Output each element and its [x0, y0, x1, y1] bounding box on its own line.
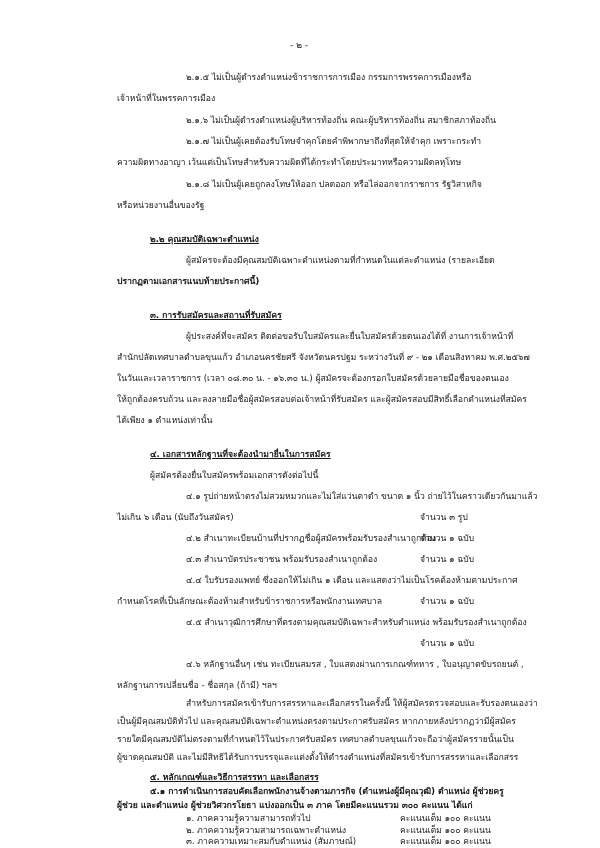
- score-part-3-label: ๓. ภาคความเหมาะสมกับตำแหน่ง (สัมภาษณ์): [186, 837, 357, 847]
- doc-item-4-1-qty: จำนวน ๓ รูป: [420, 513, 468, 523]
- score-part-1-score: คะแนนเต็ม ๑๐๐ คะแนน: [400, 814, 491, 824]
- qual-item-2-1-5-cont: เจ้าหน้าที่ในพรรคการเมือง: [117, 94, 216, 104]
- page-number: - ๒ -: [290, 41, 309, 51]
- section-2-2-line1: ผู้สมัครจะต้องมีคุณสมบัติเฉพาะตำแหน่งตามที่กำหนดในแต่ละตำแหน่ง (รายละเอียด: [186, 256, 495, 266]
- score-part-1-label: ๑. ภาคความรู้ความสามารถทั่วไป: [186, 814, 311, 824]
- section-4-para-line2: เป็นผู้มีคุณสมบัติทั่วไป และคุณสมบัติเฉพาะตำแหน่งตรงตามประกาศรับสมัคร หากภายหลังปรากฏว่ามีผู้สมัคร: [117, 717, 516, 727]
- section-4-heading: ๔. เอกสารหลักฐานที่จะต้องนำมายื่นในการสมัคร: [150, 450, 331, 460]
- section-4-para-line4: ผู้ขาดคุณสมบัติ และไม่มีสิทธิได้รับการบรรจุและแต่งตั้งให้ดำรงตำแหน่งที่สมัครเข้ารับการสรรหาและเลือกสรร: [117, 753, 519, 763]
- section-5-heading: ๕. หลักเกณฑ์และวิธีการสรรหา และเลือกสรร: [150, 773, 319, 783]
- qual-item-2-1-8-cont: หรือหน่วยงานอื่นของรัฐ: [117, 201, 205, 211]
- section-3-line1: ผู้ประสงค์ที่จะสมัคร ติดต่อขอรับใบสมัครและยื่นใบสมัครด้วยตนเองได้ที่ งานการเจ้าหน้าที่: [186, 332, 514, 342]
- doc-item-4-1: ๔.๑ รูปถ่ายหน้าตรงไม่สวมหมวกและไม่ใส่แว่นตาดำ ขนาด ๑ นิ้ว ถ่ายไว้ในคราวเดียวกันมาแล้ว: [186, 492, 538, 502]
- doc-item-4-4-qty: จำนวน ๑ ฉบับ: [420, 597, 475, 607]
- qual-item-2-1-7: ๒.๑.๗ ไม่เป็นผู้เคยต้องรับโทษจำคุกโดยคำพิพากษาถึงที่สุดให้จำคุก เพราะกระทำ: [186, 137, 482, 147]
- doc-item-4-1-cont: ไม่เกิน ๖ เดือน (นับถึงวันสมัคร): [117, 513, 234, 523]
- section-3-line4: ให้ถูกต้องครบถ้วน และลงลายมือชื่อผู้สมัครสอบต่อเจ้าหน้าที่รับสมัคร และผู้สมัครสอบมีสิทธิ์เลือกตำแหน่งที่สมัคร: [117, 395, 527, 405]
- section-5-line2: ผู้ช่วย และตำแหน่ง ผู้ช่วยวิศวกรโยธา แบ่งออกเป็น ๓ ภาค โดยมีคะแนนรวม ๓๐๐ คะแนน ได้แก่: [117, 801, 473, 811]
- doc-item-4-2-qty: จำนวน ๑ ฉบับ: [420, 534, 475, 544]
- qual-item-2-1-6: ๒.๑.๖ ไม่เป็นผู้ดำรงตำแหน่งผู้บริหารท้องถิ่น คณะผู้บริหารท้องถิ่น สมาชิกสภาท้องถิ่น: [186, 116, 496, 126]
- section-4-para-line3: รายใดมีคุณสมบัติไม่ตรงตามที่กำหนดไว้ในประกาศรับสมัคร เทศบาลตำบลขุนแก้วจะถือว่าผู้สมัครรายนั้นเป็น: [117, 735, 514, 745]
- section-3-line5: ได้เพียง ๑ ตำแหน่งเท่านั้น: [117, 416, 213, 426]
- section-5-line1: ๕.๑ การดำเนินการสอบคัดเลือกพนักงานจ้างตามภารกิจ (ตำแหน่งผู้มีคุณวุฒิ) ตำแหน่ง ผู้ช่วยครู: [150, 787, 504, 797]
- score-part-2-label: ๒. ภาคความรู้ความสามารถเฉพาะตำแหน่ง: [186, 826, 347, 836]
- qual-item-2-1-5: ๒.๑.๕ ไม่เป็นผู้ดำรงตำแหน่งข้าราชการการเมือง กรรมการพรรคการเมืองหรือ: [186, 73, 472, 83]
- doc-item-4-4: ๔.๔ ใบรับรองแพทย์ ซึ่งออกให้ไม่เกิน ๑ เดือน และแสดงว่าไม่เป็นโรคต้องห้ามตามประกาศ: [186, 576, 518, 586]
- section-4-para-line1: สำหรับการสมัครเข้ารับการสรรหาและเลือกสรรในครั้งนี้ ให้ผู้สมัครตรวจสอบและรับรองตนเองว่า: [186, 699, 538, 709]
- section-4-intro: ผู้สมัครต้องยื่นใบสมัครพร้อมเอกสารดังต่อไปนี้: [150, 471, 319, 481]
- section-2-2-heading: ๒.๒ คุณสมบัติเฉพาะตำแหน่ง: [150, 235, 259, 245]
- doc-item-4-6: ๔.๖ หลักฐานอื่นๆ เช่น ทะเบียนสมรส , ใบแสดงผ่านการเกณฑ์ทหาร , ใบอนุญาตขับรถยนต์ ,: [186, 660, 524, 670]
- score-part-3-score: คะแนนเต็ม ๑๐๐ คะแนน: [400, 837, 491, 847]
- doc-item-4-5-qty: จำนวน ๑ ฉบับ: [420, 639, 475, 649]
- section-2-2-line2: ปรากฏตามเอกสารแนบท้ายประกาศนี้): [117, 277, 260, 287]
- doc-item-4-5: ๔.๕ สำเนาวุฒิการศึกษาที่ตรงตามคุณสมบัติเฉพาะสำหรับตำแหน่ง พร้อมรับรองสำเนาถูกต้อง: [186, 618, 527, 628]
- qual-item-2-1-8: ๒.๑.๘ ไม่เป็นผู้เคยถูกลงโทษให้ออก ปลดออก หรือไล่ออกจากราชการ รัฐวิสาหกิจ: [186, 180, 482, 190]
- section-3-heading: ๓. การรับสมัครและสถานที่รับสมัคร: [150, 311, 282, 321]
- section-3-line2: สำนักปลัดเทศบาลตำบลขุนแก้ว อำเภอนครชัยศรี จังหวัดนครปฐม ระหว่างวันที่ ๙ - ๒๑ เดือนสิงหาคม พ.ศ.๒๕๖๗: [117, 353, 530, 363]
- doc-item-4-4-cont: กำหนดโรคที่เป็นลักษณะต้องห้ามสำหรับข้าราชการหรือพนักงานเทศบาล: [117, 597, 382, 607]
- doc-item-4-2: ๔.๒ สำเนาทะเบียนบ้านที่ปรากฏชื่อผู้สมัครพร้อมรับรองสำเนาถูกต้อง: [186, 534, 437, 544]
- doc-item-4-3: ๔.๓ สำเนาบัตรประชาชน พร้อมรับรองสำเนาถูกต้อง: [186, 555, 378, 565]
- doc-item-4-3-qty: จำนวน ๑ ฉบับ: [420, 555, 475, 565]
- score-part-2-score: คะแนนเต็ม ๑๐๐ คะแนน: [400, 826, 491, 836]
- section-3-line3: ในวันและเวลาราชการ (เวลา ๐๘.๓๐ น. - ๑๖.๓๐ น.) ผู้สมัครจะต้องกรอกใบสมัครด้วยลายมือชื่อของตนเอง: [117, 374, 509, 384]
- doc-item-4-6-cont: หลักฐานการเปลี่ยนชื่อ - ชื่อสกุล (ถ้ามี) ฯลฯ: [117, 681, 277, 691]
- qual-item-2-1-7-cont: ความผิดทางอาญา เว้นแต่เป็นโทษสำหรับความผิดที่ได้กระทำโดยประมาทหรือความผิดลหุโทษ: [117, 158, 462, 168]
